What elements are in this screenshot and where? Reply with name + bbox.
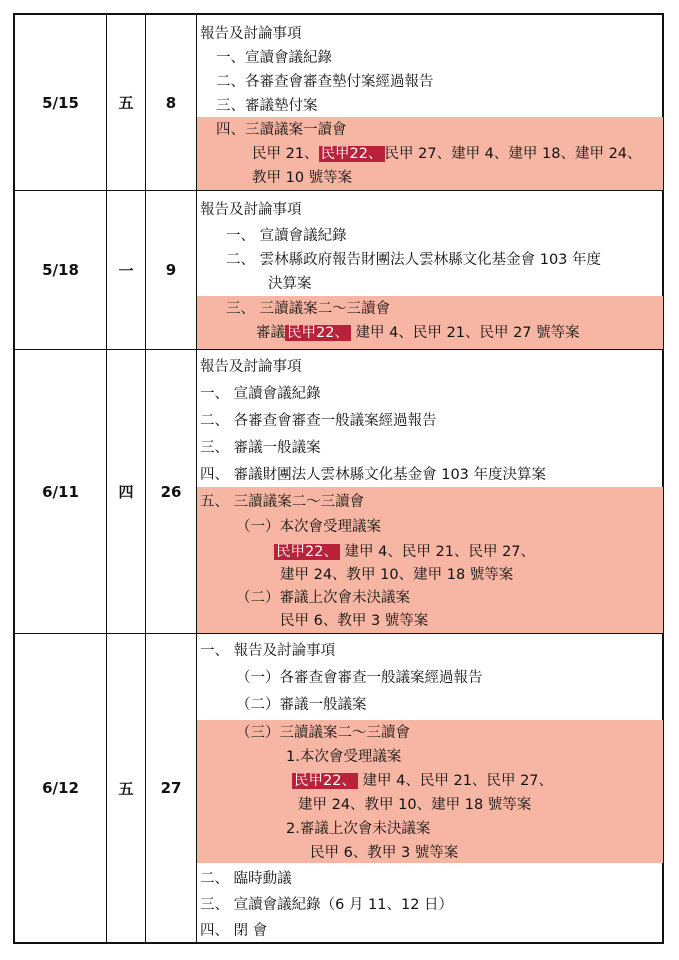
bill-text: 民甲 21、 (252, 146, 319, 162)
highlighted-bill-tag: 民甲22、 (320, 146, 383, 162)
agenda-line: 一、 報告及討論事項 (200, 643, 336, 659)
weekday-cell: 五 (118, 779, 134, 798)
agenda-line: 2.審議上次會未決議案 (286, 821, 431, 837)
session-cell: 27 (160, 779, 182, 797)
agenda-line: 三、 審議一般議案 (200, 440, 321, 456)
bill-list-line (252, 145, 642, 163)
agenda-line: （二）審議上次會未決議案 (236, 590, 410, 606)
weekday-cell: 四 (118, 483, 134, 501)
highlighted-bill-tag: 民甲22、 (276, 544, 338, 560)
agenda-line: 1.本次會受理議案 (286, 749, 402, 765)
bill-text: 民甲 27、建甲 4、建甲 18、建甲 24、 (384, 146, 642, 162)
agenda-line: （二）審議一般議案 (236, 697, 367, 713)
bill-text: 建甲 4、民甲 21、民甲 27、 (339, 544, 536, 560)
agenda-line: 教甲 10 號等案 (252, 170, 353, 186)
agenda-line: 一、宣讀會議紀錄 (216, 50, 332, 66)
agenda-line: 四、 審議財團法人雲林縣文化基金會 103 年度決算案 (200, 467, 547, 483)
agenda-line: 建甲 24、教甲 10、建甲 18 號等案 (280, 567, 514, 583)
weekday-cell: 五 (118, 94, 134, 112)
agenda-line: 一、 宣讀會議紀錄 (200, 386, 321, 402)
agenda-line: 二、各審查會審查墊付案經過報告 (216, 74, 434, 90)
agenda-line: 二、 臨時動議 (200, 871, 292, 887)
agenda-line: （一）各審查會審查一般議案經過報告 (236, 670, 483, 686)
agenda-line: 三、審議墊付案 (216, 98, 318, 114)
agenda-line: 四、三讀議案一讀會 (216, 122, 347, 138)
session-cell: 9 (165, 261, 177, 279)
bill-list-line (274, 543, 535, 561)
agenda-line: 建甲 24、教甲 10、建甲 18 號等案 (298, 797, 532, 813)
highlighted-bill-tag: 民甲22、 (287, 325, 349, 341)
date-cell: 5/18 (42, 261, 79, 279)
highlighted-bill-tag: 民甲22、 (294, 773, 356, 789)
agenda-line: 二、 雲林縣政府報告財團法人雲林縣文化基金會 103 年度 (226, 252, 602, 268)
agenda-line: 三、 三讀議案二～三讀會 (226, 301, 391, 317)
agenda-line: 決算案 (268, 276, 312, 292)
bill-text: 審議 (256, 325, 285, 341)
agenda-line: 報告及討論事項 (200, 359, 302, 375)
agenda-line: 五、 三讀議案二～三讀會 (200, 494, 365, 510)
agenda-line: 報告及討論事項 (200, 202, 302, 218)
bill-text: 建甲 4、民甲 21、民甲 27 號等案 (350, 325, 580, 341)
date-cell: 5/15 (42, 93, 79, 112)
bill-list-line (256, 324, 580, 342)
bill-list-line (292, 772, 553, 790)
agenda-line: 一、 宣讀會議紀錄 (226, 228, 347, 244)
agenda-line: 民甲 6、教甲 3 號等案 (310, 845, 459, 861)
agenda-line: 三、 宣讀會議紀錄（6 月 11、12 日） (200, 897, 454, 913)
agenda-line: （三）三讀議案二～三讀會 (236, 725, 410, 741)
session-cell: 8 (165, 93, 177, 112)
bill-text: 建甲 4、民甲 21、民甲 27、 (357, 773, 554, 789)
agenda-line: 報告及討論事項 (200, 26, 302, 42)
session-cell: 26 (160, 482, 182, 501)
weekday-cell: 一 (118, 261, 134, 280)
agenda-line: 二、 各審查會審查一般議案經過報告 (200, 413, 437, 429)
agenda-line: 民甲 6、教甲 3 號等案 (280, 613, 429, 629)
date-cell: 6/12 (42, 779, 79, 797)
agenda-line: （一）本次會受理議案 (236, 519, 381, 535)
date-cell: 6/11 (42, 482, 79, 501)
agenda-line: 四、 閉 會 (200, 923, 268, 939)
